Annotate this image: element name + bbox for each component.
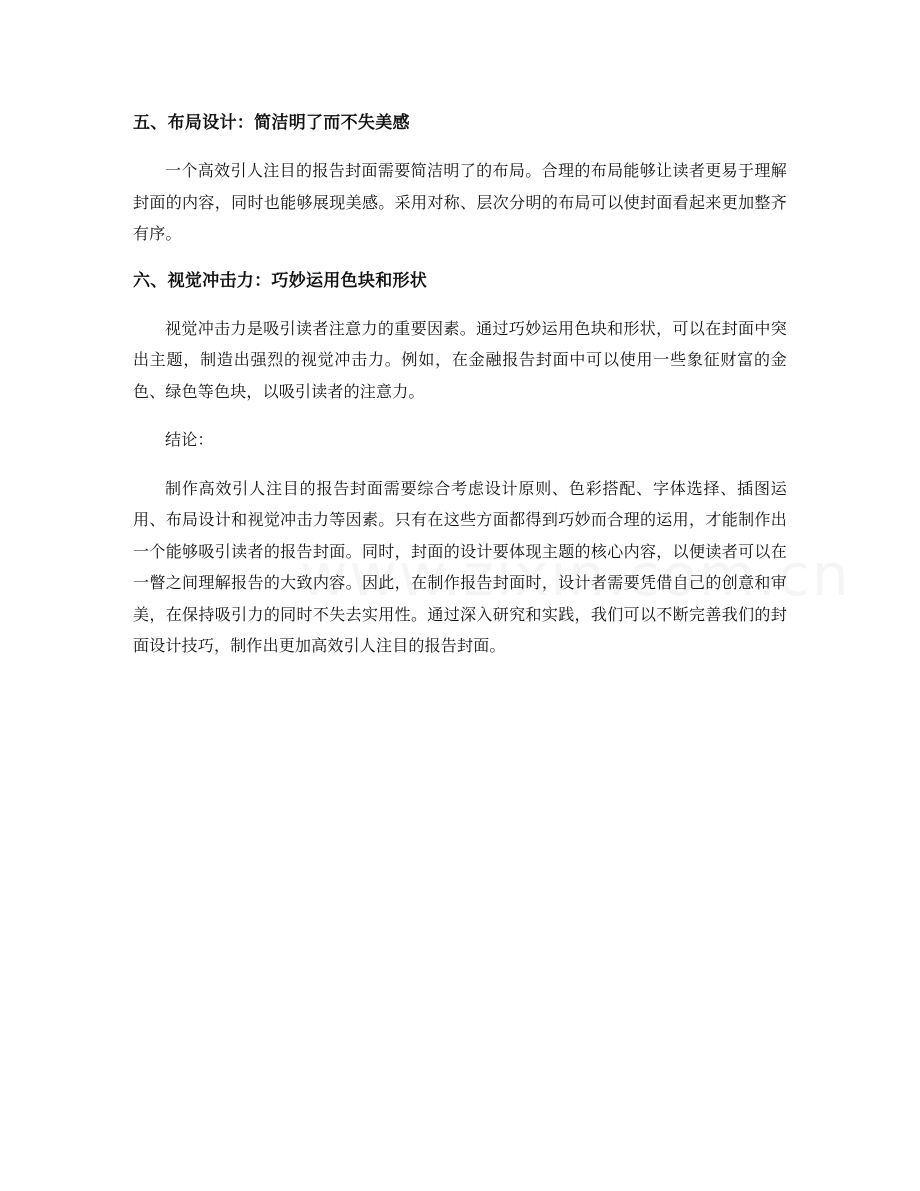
section-heading-visual-impact: 六、视觉冲击力：巧妙运用色块和形状 — [133, 270, 428, 291]
document-body — [133, 108, 787, 662]
section-paragraph-layout: 一个高效引人注目的报告封面需要简洁明了的布局。合理的布局能够让读者更易于理解封面的内容，同时也能够展现美感。采用对称、层次分明的布局可以使封面看起来更加整齐有序。 — [133, 161, 787, 243]
section-paragraph-visual-impact: 视觉冲击力是吸引读者注意力的重要因素。通过巧妙运用色块和形状，可以在封面中突出主题，制造出强烈的视觉冲击力。例如，在金融报告封面中可以使用一些象征财富的金色、绿色等色块，以吸引读者的注意力。 — [133, 318, 787, 401]
conclusion-label: 结论： — [165, 430, 214, 449]
section-heading-layout: 五、布局设计：简洁明了而不失美感 — [133, 113, 410, 133]
conclusion-paragraph: 制作高效引人注目的报告封面需要综合考虑设计原则、色彩搭配、字体选择、插图运用、布局设计和视觉冲击力等因素。只有在这些方面都得到巧妙而合理的运用，才能制作出一个能够吸引读者的报告封面。同时，封面的设计要体现主题的核心内容，以便读者可以在一瞥之间理解报告的大致内容。因此，在制作报告封面时，设计者需要凭借自己的创意和审美，在保持吸引力的同时不失去实用性。通过深入研究和实践，我们可以不断完善我们的封面设计技巧，制作出更加高效引人注目的报告封面。 — [133, 478, 787, 655]
